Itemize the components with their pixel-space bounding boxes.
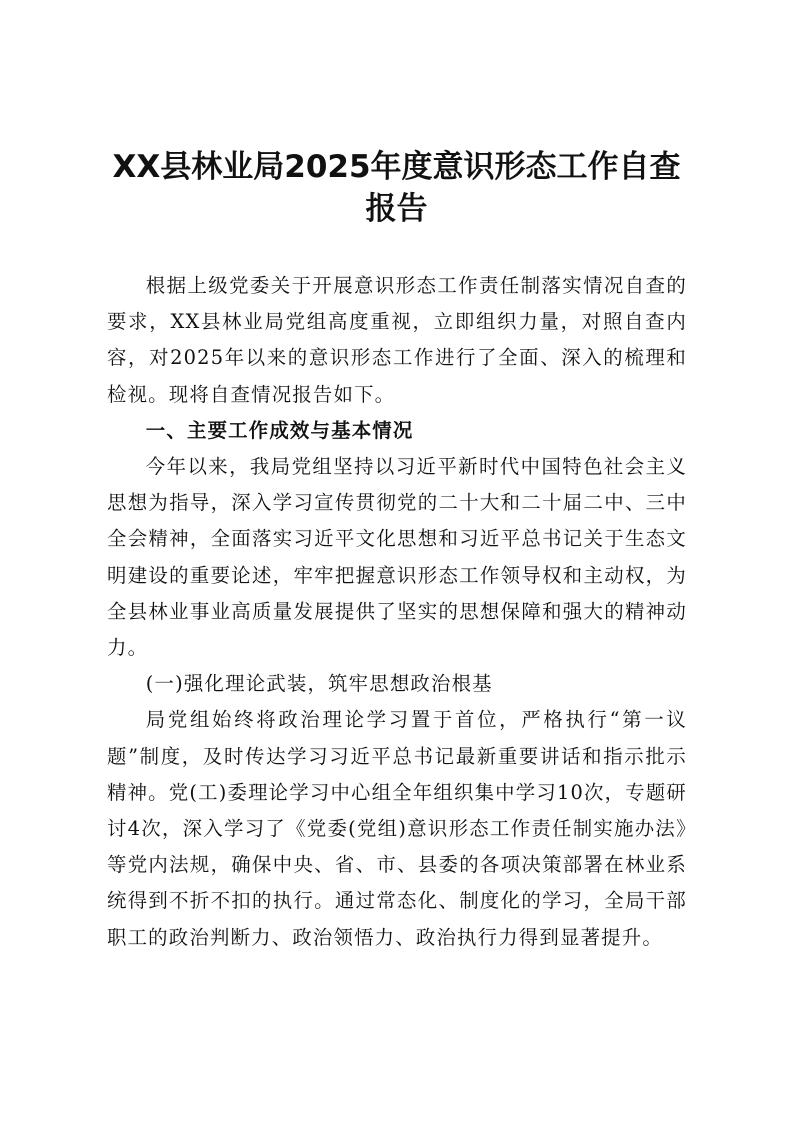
intro-paragraph: 根据上级党委关于开展意识形态工作责任制落实情况自查的要求，XX县林业局党组高度重视，立即组织力量，对照自查内容，对2025年以来的意识形态工作进行了全面、深入的梳理和检视。现将自查情况报告如下。 xyxy=(107,274,687,406)
document-title: XX县林业局2025年度意识形态工作自查报告 xyxy=(112,149,681,227)
document-body xyxy=(107,268,687,956)
subsection-paragraph: 局党组始终将政治理论学习置于首位，严格执行“第一议题”制度，及时传达学习习近平总书记最新重要讲话和指示批示精神。党(工)委理论学习中心组全年组织集中学习10次，专题研讨4次，深入学习了《党委(党组)意识形态工作责任制实施办法》等党内法规，确保中央、省、市、县委的各项决策部署在林业系统得到不折不扣的执行。通过常态化、制度化的学习，全局干部职工的政治判断力、政治领悟力、政治执行力得到显著提升。 xyxy=(107,708,687,949)
section-paragraph: 今年以来，我局党组坚持以习近平新时代中国特色社会主义思想为指导，深入学习宣传贯彻党的二十大和二十届二中、三中全会精神，全面落实习近平文化思想和习近平总书记关于生态文明建设的重要论述，牢牢把握意识形态工作领导权和主动权，为全县林业事业高质量发展提供了坚实的思想保障和强大的精神动力。 xyxy=(107,455,687,660)
section-heading: 一、主要工作成效与基本情况 xyxy=(145,418,414,442)
subsection-heading: (一)强化理论武装，筑牢思想政治根基 xyxy=(145,672,493,696)
